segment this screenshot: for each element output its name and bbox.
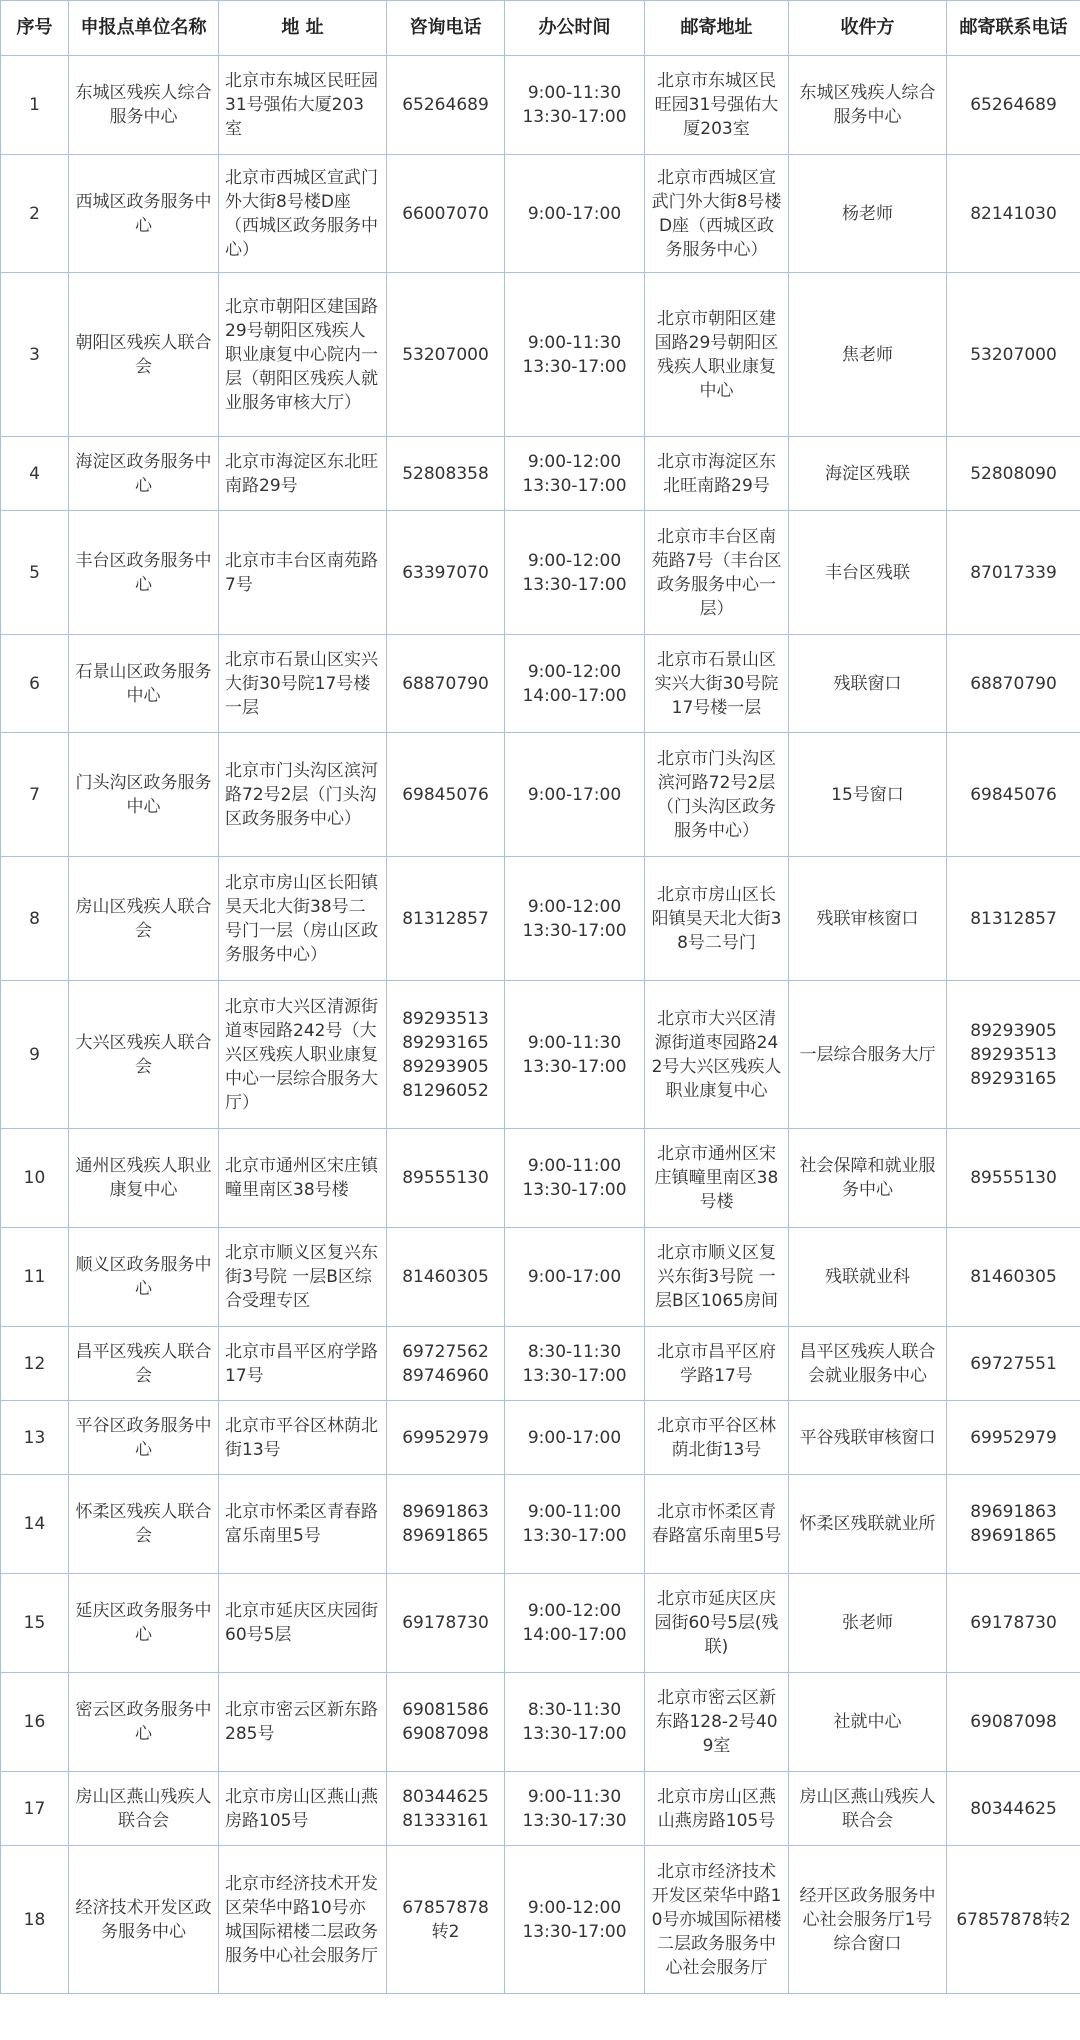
table-row (1, 1574, 1080, 1673)
cell-phone: 66007070 (387, 155, 505, 273)
cell-recipient: 残联审核窗口 (789, 857, 947, 981)
table-row (1, 1129, 1080, 1228)
cell-mail-address: 北京市通州区宋庄镇疃里南区38号楼 (645, 1129, 789, 1228)
cell-phone: 68870790 (387, 635, 505, 733)
table-row (1, 1772, 1080, 1846)
cell-mail-phone: 69727551 (947, 1327, 1080, 1401)
cell-mail-phone: 82141030 (947, 155, 1080, 273)
cell-no: 11 (1, 1228, 69, 1327)
cell-recipient: 海淀区残联 (789, 437, 947, 511)
cell-address: 北京市昌平区府学路17号 (219, 1327, 387, 1401)
cell-mail-address: 北京市海淀区东北旺南路29号 (645, 437, 789, 511)
cell-hours: 9:00-11:30 13:30-17:30 (505, 1772, 645, 1846)
cell-phone: 69081586 69087098 (387, 1673, 505, 1772)
cell-recipient: 张老师 (789, 1574, 947, 1673)
cell-unit-name: 朝阳区残疾人联合会 (69, 273, 219, 437)
table-row (1, 437, 1080, 511)
cell-no: 10 (1, 1129, 69, 1228)
cell-phone: 53207000 (387, 273, 505, 437)
cell-hours: 9:00-12:00 13:30-17:00 (505, 511, 645, 635)
cell-hours: 9:00-12:00 14:00-17:00 (505, 1574, 645, 1673)
table-row (1, 733, 1080, 857)
cell-unit-name: 昌平区残疾人联合会 (69, 1327, 219, 1401)
cell-mail-address: 北京市门头沟区滨河路72号2层（门头沟区政务服务中心） (645, 733, 789, 857)
cell-mail-address: 北京市延庆区庆园街60号5层(残联) (645, 1574, 789, 1673)
cell-phone: 69952979 (387, 1401, 505, 1475)
cell-recipient: 昌平区残疾人联合会就业服务中心 (789, 1327, 947, 1401)
cell-hours: 9:00-12:00 13:30-17:00 (505, 1846, 645, 1994)
cell-recipient: 一层综合服务大厅 (789, 981, 947, 1129)
cell-address: 北京市顺义区复兴东街3号院 一层B区综合受理专区 (219, 1228, 387, 1327)
cell-mail-address: 北京市顺义区复兴东街3号院 一层B区1065房间 (645, 1228, 789, 1327)
cell-recipient: 怀柔区残联就业所 (789, 1475, 947, 1574)
cell-hours: 8:30-11:30 13:30-17:00 (505, 1673, 645, 1772)
cell-hours: 9:00-11:00 13:30-17:00 (505, 1475, 645, 1574)
cell-mail-address: 北京市密云区新东路128-2号409室 (645, 1673, 789, 1772)
table-row (1, 1327, 1080, 1401)
cell-address: 北京市朝阳区建国路29号朝阳区残疾人职业康复中心院内一层（朝阳区残疾人就业服务审核大厅） (219, 273, 387, 437)
cell-mail-phone: 81312857 (947, 857, 1080, 981)
cell-mail-phone: 89555130 (947, 1129, 1080, 1228)
cell-unit-name: 怀柔区残疾人联合会 (69, 1475, 219, 1574)
cell-no: 8 (1, 857, 69, 981)
cell-hours: 9:00-12:00 14:00-17:00 (505, 635, 645, 733)
cell-mail-phone: 80344625 (947, 1772, 1080, 1846)
cell-no: 18 (1, 1846, 69, 1994)
cell-phone: 63397070 (387, 511, 505, 635)
cell-phone: 89691863 89691865 (387, 1475, 505, 1574)
cell-recipient: 焦老师 (789, 273, 947, 437)
cell-mail-phone: 69178730 (947, 1574, 1080, 1673)
table-row (1, 56, 1080, 155)
cell-mail-phone: 52808090 (947, 437, 1080, 511)
cell-address: 北京市海淀区东北旺南路29号 (219, 437, 387, 511)
table-row (1, 155, 1080, 273)
cell-phone: 67857878 转2 (387, 1846, 505, 1994)
cell-recipient: 经开区政务服务中心社会服务厅1号综合窗口 (789, 1846, 947, 1994)
cell-mail-phone: 65264689 (947, 56, 1080, 155)
cell-phone: 69727562 89746960 (387, 1327, 505, 1401)
cell-unit-name: 海淀区政务服务中心 (69, 437, 219, 511)
cell-phone: 81460305 (387, 1228, 505, 1327)
cell-hours: 9:00-17:00 (505, 1401, 645, 1475)
cell-mail-phone: 67857878转2 (947, 1846, 1080, 1994)
cell-unit-name: 平谷区政务服务中心 (69, 1401, 219, 1475)
cell-recipient: 丰台区残联 (789, 511, 947, 635)
cell-mail-address: 北京市怀柔区青春路富乐南里5号 (645, 1475, 789, 1574)
cell-phone: 89555130 (387, 1129, 505, 1228)
table-header-row (1, 1, 1080, 56)
cell-mail-phone: 69845076 (947, 733, 1080, 857)
cell-address: 北京市密云区新东路285号 (219, 1673, 387, 1772)
cell-mail-address: 北京市朝阳区建国路29号朝阳区残疾人职业康复中心 (645, 273, 789, 437)
cell-hours: 9:00-12:00 13:30-17:00 (505, 437, 645, 511)
cell-mail-address: 北京市平谷区林荫北街13号 (645, 1401, 789, 1475)
cell-no: 12 (1, 1327, 69, 1401)
header-mail-phone: 邮寄联系电话 (947, 1, 1080, 56)
cell-address: 北京市通州区宋庄镇疃里南区38号楼 (219, 1129, 387, 1228)
cell-phone: 80344625 81333161 (387, 1772, 505, 1846)
cell-mail-phone: 68870790 (947, 635, 1080, 733)
cell-mail-address: 北京市丰台区南苑路7号（丰台区政务服务中心一层） (645, 511, 789, 635)
table-body (1, 56, 1080, 1994)
cell-mail-phone: 69952979 (947, 1401, 1080, 1475)
cell-unit-name: 经济技术开发区政务服务中心 (69, 1846, 219, 1994)
cell-unit-name: 西城区政务服务中心 (69, 155, 219, 273)
cell-hours: 9:00-17:00 (505, 1228, 645, 1327)
table-row (1, 981, 1080, 1129)
cell-mail-phone: 53207000 (947, 273, 1080, 437)
cell-unit-name: 密云区政务服务中心 (69, 1673, 219, 1772)
cell-phone: 65264689 (387, 56, 505, 155)
table-row (1, 1673, 1080, 1772)
cell-recipient: 残联窗口 (789, 635, 947, 733)
cell-no: 5 (1, 511, 69, 635)
header-phone: 咨询电话 (387, 1, 505, 56)
cell-address: 北京市延庆区庆园街60号5层 (219, 1574, 387, 1673)
cell-address: 北京市门头沟区滨河路72号2层（门头沟区政务服务中心） (219, 733, 387, 857)
header-unit-name: 申报点单位名称 (69, 1, 219, 56)
header-hours: 办公时间 (505, 1, 645, 56)
cell-unit-name: 东城区残疾人综合服务中心 (69, 56, 219, 155)
cell-mail-address: 北京市昌平区府学路17号 (645, 1327, 789, 1401)
cell-mail-address: 北京市东城区民旺园31号强佑大厦203室 (645, 56, 789, 155)
cell-phone: 69178730 (387, 1574, 505, 1673)
cell-hours: 9:00-11:00 13:30-17:00 (505, 1129, 645, 1228)
cell-no: 14 (1, 1475, 69, 1574)
cell-no: 9 (1, 981, 69, 1129)
cell-mail-phone: 69087098 (947, 1673, 1080, 1772)
header-mail-address: 邮寄地址 (645, 1, 789, 56)
cell-no: 17 (1, 1772, 69, 1846)
table-row (1, 1475, 1080, 1574)
cell-address: 北京市丰台区南苑路7号 (219, 511, 387, 635)
cell-address: 北京市房山区燕山燕房路105号 (219, 1772, 387, 1846)
cell-hours: 9:00-11:30 13:30-17:00 (505, 273, 645, 437)
table-row (1, 273, 1080, 437)
cell-recipient: 社会保障和就业服务中心 (789, 1129, 947, 1228)
table-row (1, 1846, 1080, 1994)
table-row (1, 857, 1080, 981)
cell-address: 北京市经济技术开发区荣华中路10号亦城国际裙楼二层政务服务中心社会服务厅 (219, 1846, 387, 1994)
cell-unit-name: 房山区残疾人联合会 (69, 857, 219, 981)
cell-unit-name: 门头沟区政务服务中心 (69, 733, 219, 857)
cell-mail-phone: 89691863 89691865 (947, 1475, 1080, 1574)
cell-unit-name: 延庆区政务服务中心 (69, 1574, 219, 1673)
cell-address: 北京市怀柔区青春路富乐南里5号 (219, 1475, 387, 1574)
cell-hours: 9:00-12:00 13:30-17:00 (505, 857, 645, 981)
cell-address: 北京市西城区宣武门外大街8号楼D座（西城区政务服务中心） (219, 155, 387, 273)
cell-hours: 9:00-17:00 (505, 155, 645, 273)
cell-no: 7 (1, 733, 69, 857)
cell-unit-name: 房山区燕山残疾人联合会 (69, 1772, 219, 1846)
cell-mail-address: 北京市房山区长阳镇昊天北大街38号二号门 (645, 857, 789, 981)
cell-no: 2 (1, 155, 69, 273)
cell-no: 6 (1, 635, 69, 733)
cell-no: 13 (1, 1401, 69, 1475)
cell-phone: 69845076 (387, 733, 505, 857)
cell-address: 北京市大兴区清源街道枣园路242号（大兴区残疾人职业康复中心一层综合服务大厅） (219, 981, 387, 1129)
cell-mail-address: 北京市大兴区清源街道枣园路242号大兴区残疾人职业康复中心 (645, 981, 789, 1129)
cell-no: 1 (1, 56, 69, 155)
cell-no: 3 (1, 273, 69, 437)
cell-unit-name: 石景山区政务服务中心 (69, 635, 219, 733)
cell-recipient: 东城区残疾人综合服务中心 (789, 56, 947, 155)
cell-mail-phone: 87017339 (947, 511, 1080, 635)
cell-mail-phone: 89293905 89293513 89293165 (947, 981, 1080, 1129)
cell-no: 15 (1, 1574, 69, 1673)
cell-hours: 8:30-11:30 13:30-17:00 (505, 1327, 645, 1401)
cell-address: 北京市房山区长阳镇昊天北大街38号二号门一层（房山区政务服务中心） (219, 857, 387, 981)
cell-unit-name: 通州区残疾人职业康复中心 (69, 1129, 219, 1228)
cell-hours: 9:00-17:00 (505, 733, 645, 857)
header-recipient: 收件方 (789, 1, 947, 56)
table-row (1, 511, 1080, 635)
cell-phone: 52808358 (387, 437, 505, 511)
cell-mail-address: 北京市西城区宣武门外大街8号楼D座（西城区政务服务中心） (645, 155, 789, 273)
cell-mail-address: 北京市石景山区实兴大街30号院17号楼一层 (645, 635, 789, 733)
cell-no: 16 (1, 1673, 69, 1772)
cell-address: 北京市平谷区林荫北街13号 (219, 1401, 387, 1475)
table-row (1, 1228, 1080, 1327)
cell-address: 北京市石景山区实兴大街30号院17号楼一层 (219, 635, 387, 733)
cell-hours: 9:00-11:30 13:30-17:00 (505, 981, 645, 1129)
cell-no: 4 (1, 437, 69, 511)
cell-unit-name: 顺义区政务服务中心 (69, 1228, 219, 1327)
cell-phone: 81312857 (387, 857, 505, 981)
table-row (1, 1401, 1080, 1475)
cell-hours: 9:00-11:30 13:30-17:00 (505, 56, 645, 155)
cell-mail-address: 北京市经济技术开发区荣华中路10号亦城国际裙楼二层政务服务中心社会服务厅 (645, 1846, 789, 1994)
cell-mail-address: 北京市房山区燕山燕房路105号 (645, 1772, 789, 1846)
cell-recipient: 房山区燕山残疾人联合会 (789, 1772, 947, 1846)
cell-phone: 89293513 89293165 89293905 81296052 (387, 981, 505, 1129)
header-address: 地 址 (219, 1, 387, 56)
header-no: 序号 (1, 1, 69, 56)
cell-recipient: 残联就业科 (789, 1228, 947, 1327)
table-row (1, 635, 1080, 733)
cell-mail-phone: 81460305 (947, 1228, 1080, 1327)
cell-recipient: 15号窗口 (789, 733, 947, 857)
cell-unit-name: 丰台区政务服务中心 (69, 511, 219, 635)
cell-address: 北京市东城区民旺园31号强佑大厦203室 (219, 56, 387, 155)
cell-recipient: 杨老师 (789, 155, 947, 273)
cell-recipient: 社就中心 (789, 1673, 947, 1772)
cell-recipient: 平谷残联审核窗口 (789, 1401, 947, 1475)
cell-unit-name: 大兴区残疾人联合会 (69, 981, 219, 1129)
